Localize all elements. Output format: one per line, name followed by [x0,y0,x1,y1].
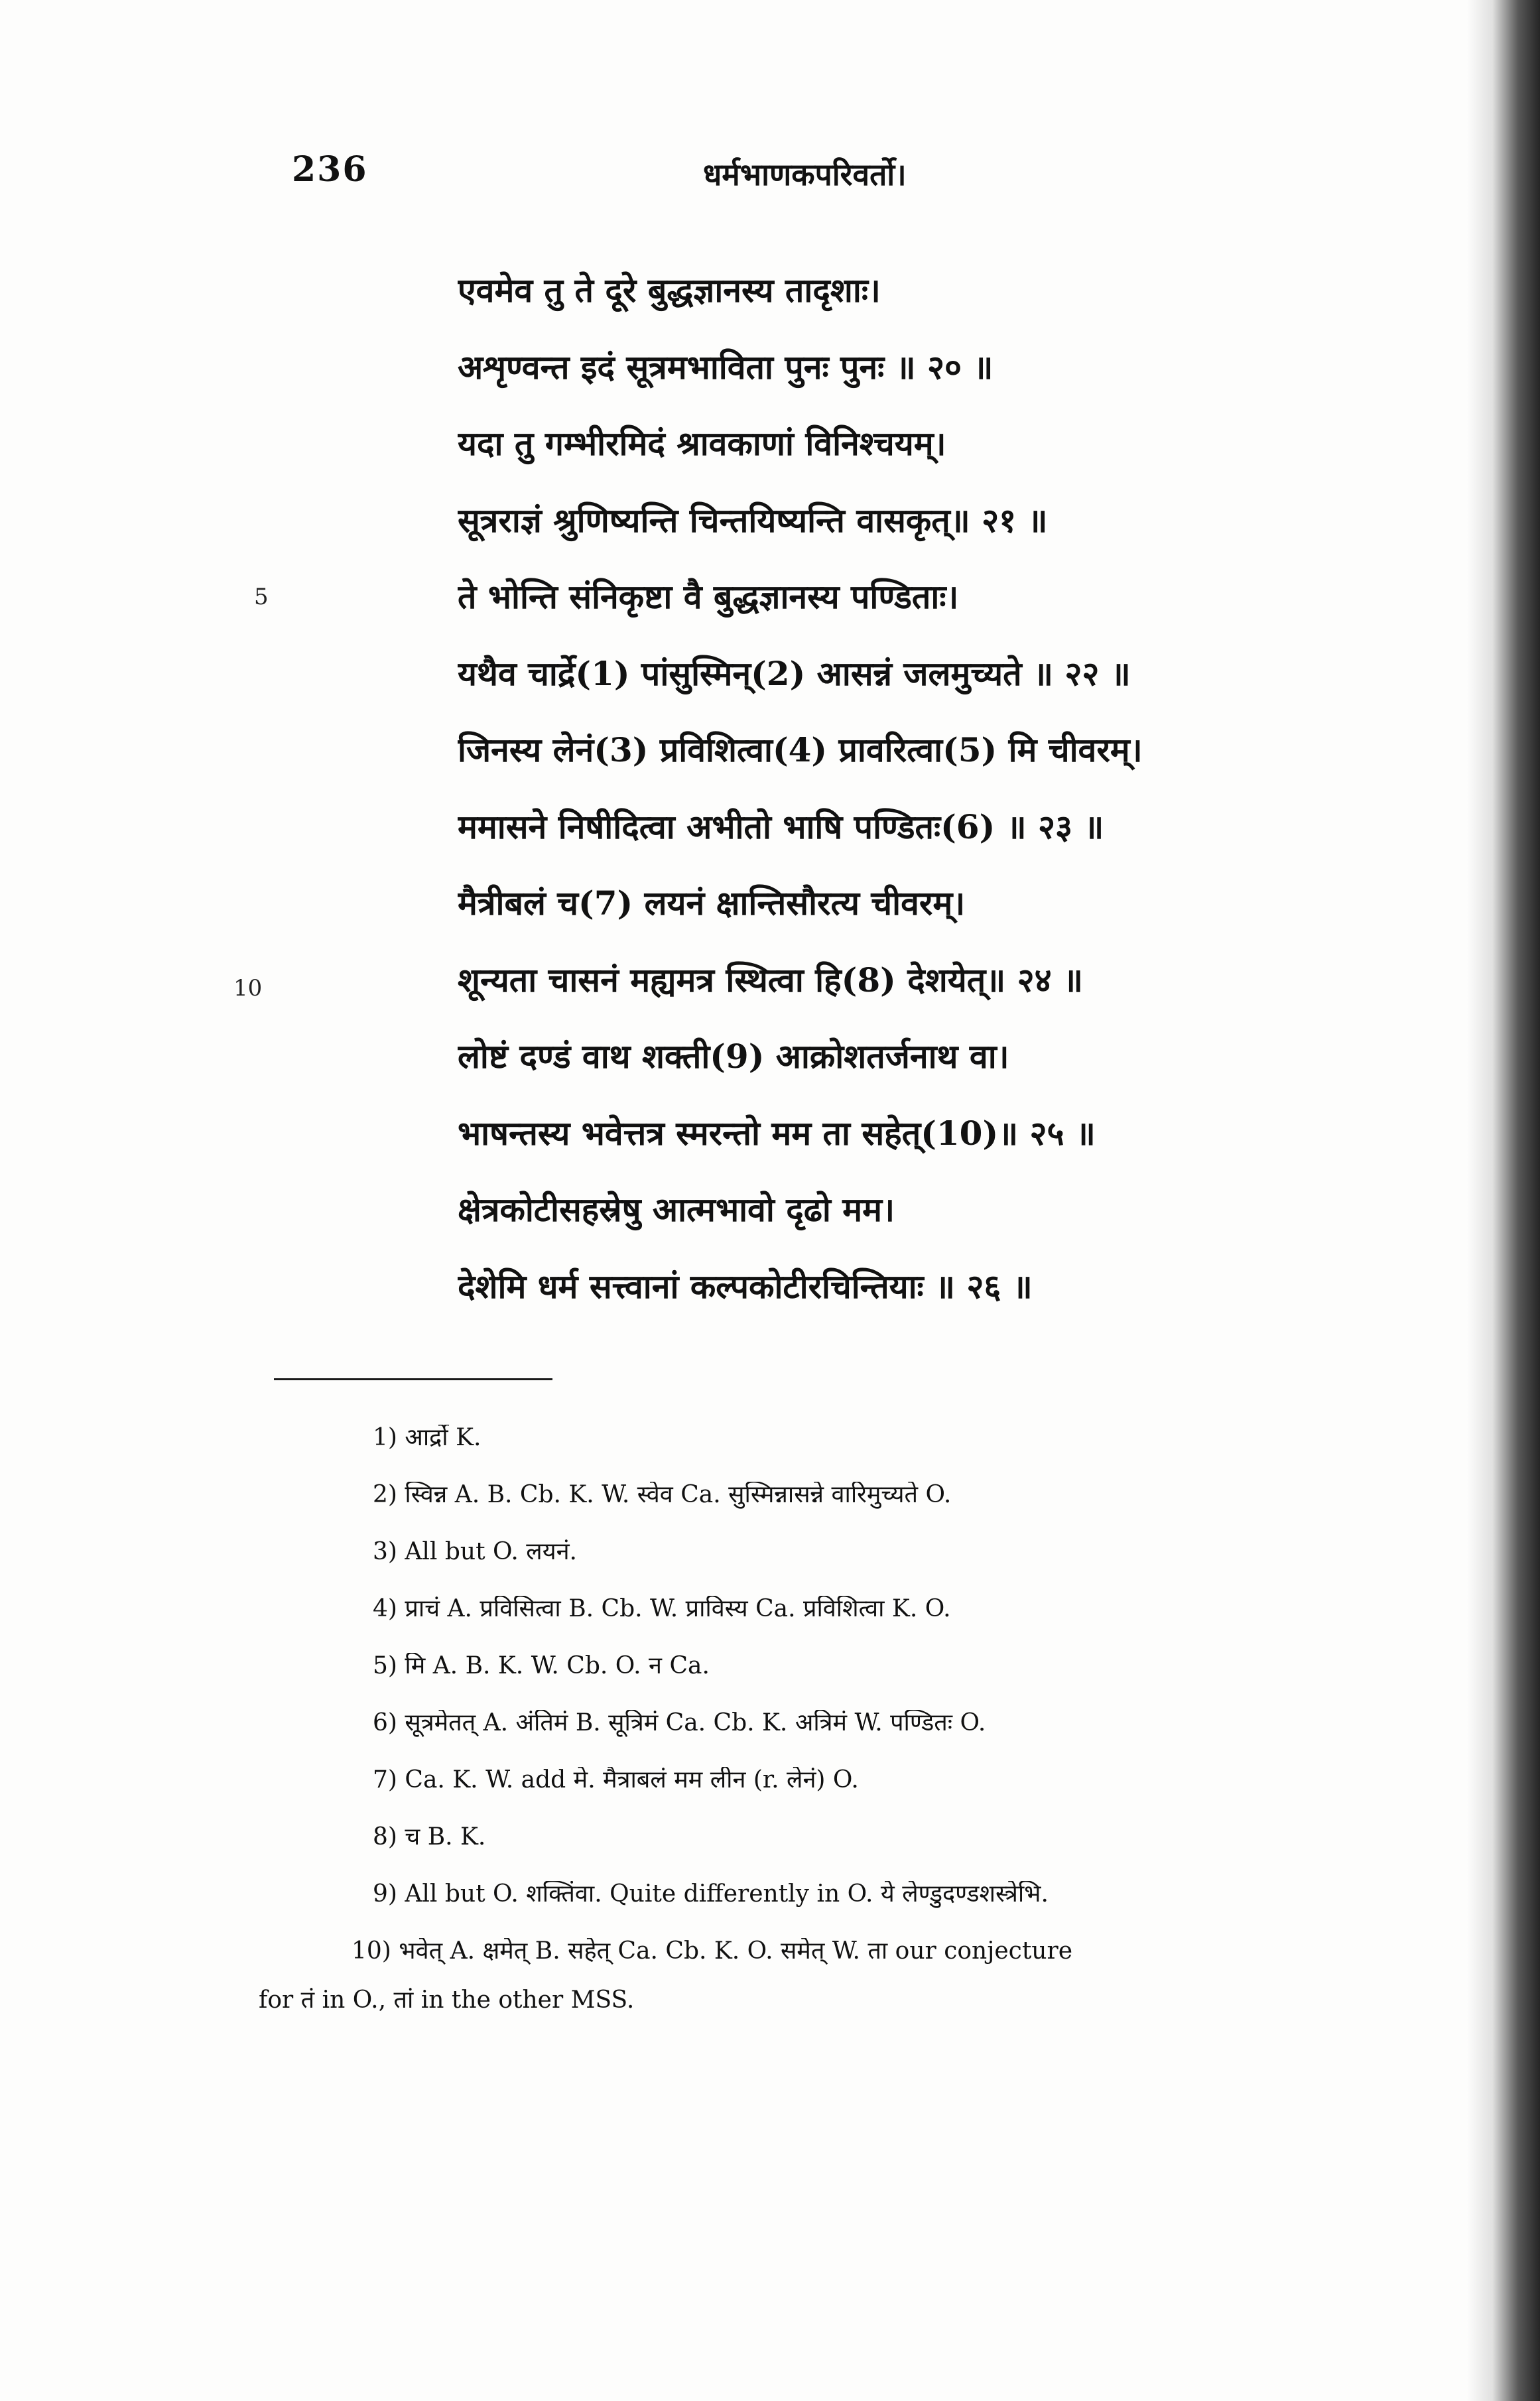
verse-line: लोष्टं दण्डं वाथ शक्ती(9) आक्रोशतर्जनाथ वा। [458,1037,1009,1076]
page-number: 236 [292,149,368,190]
footnote-7: 7) Ca. K. W. add मे. मैत्राबलं मम लीन (r. लेनं) O. [373,1767,859,1793]
verse-line: मैत्रीबलं च(7) लयनं क्षान्तिसौरत्य चीवरम्। [458,883,966,923]
verse-line: जिनस्य लेनं(3) प्रविशित्वा(4) प्रावरित्वा(5) मि चीवरम्। [458,730,1143,769]
footnote-10-text: 10) भवेत् A. क्षमेत् B. सहेत् Ca. Cb. K. O. समेत् W. ता our conjecture [352,1938,1073,1965]
binding-edge-shadow [1467,0,1540,2401]
verse-line: यदा तु गम्भीरमिदं श्रावकाणां विनिश्चयम्। [458,424,946,463]
verse-line: अशृण्वन्त इदं सूत्रमभाविता पुनः पुनः ॥ २० ॥ [458,347,994,387]
line-number-5: 5 [254,584,269,610]
verse-line: देशेमि धर्म सत्त्वानां कल्पकोटीरचिन्तियाः ॥ २६ ॥ [458,1266,1033,1306]
verse-line: भाषन्तस्य भवेत्तत्र स्मरन्तो मम ता सहेत्(10)॥ २५ ॥ [458,1113,1096,1153]
verse-block [458,252,1227,1325]
footnote-9: 9) All but O. शक्तिंवा. Quite differently in O. ये लेण्डुदण्डशस्त्रेभि. [373,1881,1049,1908]
verse-line: क्षेत्रकोटीसहस्रेषु आत्मभावो दृढो मम। [458,1190,895,1229]
verse-line: यथैव चार्द्रे(1) पांसुस्मिन्(2) आसन्नं जलमुच्यते ॥ २२ ॥ [458,653,1131,693]
verse-line: एवमेव तु ते दूरे बुद्धज्ञानस्य तादृशाः। [458,271,881,310]
verse-line: ममासने निषीदित्वा अभीतो भाषि पण्डितः(6) ॥ २३ ॥ [458,807,1104,846]
page-header [292,149,1134,209]
footnote-10 [259,1938,1399,2014]
footnote-1: 1) आर्द्रो K. [373,1425,481,1451]
footnote-4: 4) प्राचं A. प्रविसित्वा B. Cb. W. प्राविस्य Ca. प्रविशित्वा K. O. [373,1596,951,1622]
verse-line: ते भोन्ति संनिकृष्टा वै बुद्धज्ञानस्य पण्डिताः। [458,577,959,616]
footnote-2: 2) स्विन्न A. B. Cb. K. W. स्वेव Ca. सुस्मिन्नासन्ने वारिमुच्यते O. [373,1482,952,1508]
verse-line: सूत्रराज्ञं श्रुणिष्यन्ति चिन्तयिष्यन्ति वासकृत्॥ २१ ॥ [458,500,1048,540]
footnote-divider [274,1378,552,1380]
line-number-10: 10 [233,975,263,1002]
verse-line: शून्यता चासनं मह्यमत्र स्थित्वा हि(8) देशयेत्॥ २४ ॥ [458,960,1083,1000]
footnote-5: 5) मि A. B. K. W. Cb. O. न Ca. [373,1653,710,1679]
footnote-8: 8) च B. K. [373,1824,486,1850]
running-title: धर्मभाणकपरिवर्तो। [703,157,907,192]
footnotes [259,1425,1399,2014]
footnote-6: 6) सूत्रमेतत् A. अंतिमं B. सूत्रिमं Ca. Cb. K. अत्रिमं W. पण्डितः O. [373,1710,986,1736]
footnote-10-continuation: for तं in O., तां in the other MSS. [259,1986,635,2014]
footnote-3: 3) All but O. लयनं. [373,1539,578,1565]
